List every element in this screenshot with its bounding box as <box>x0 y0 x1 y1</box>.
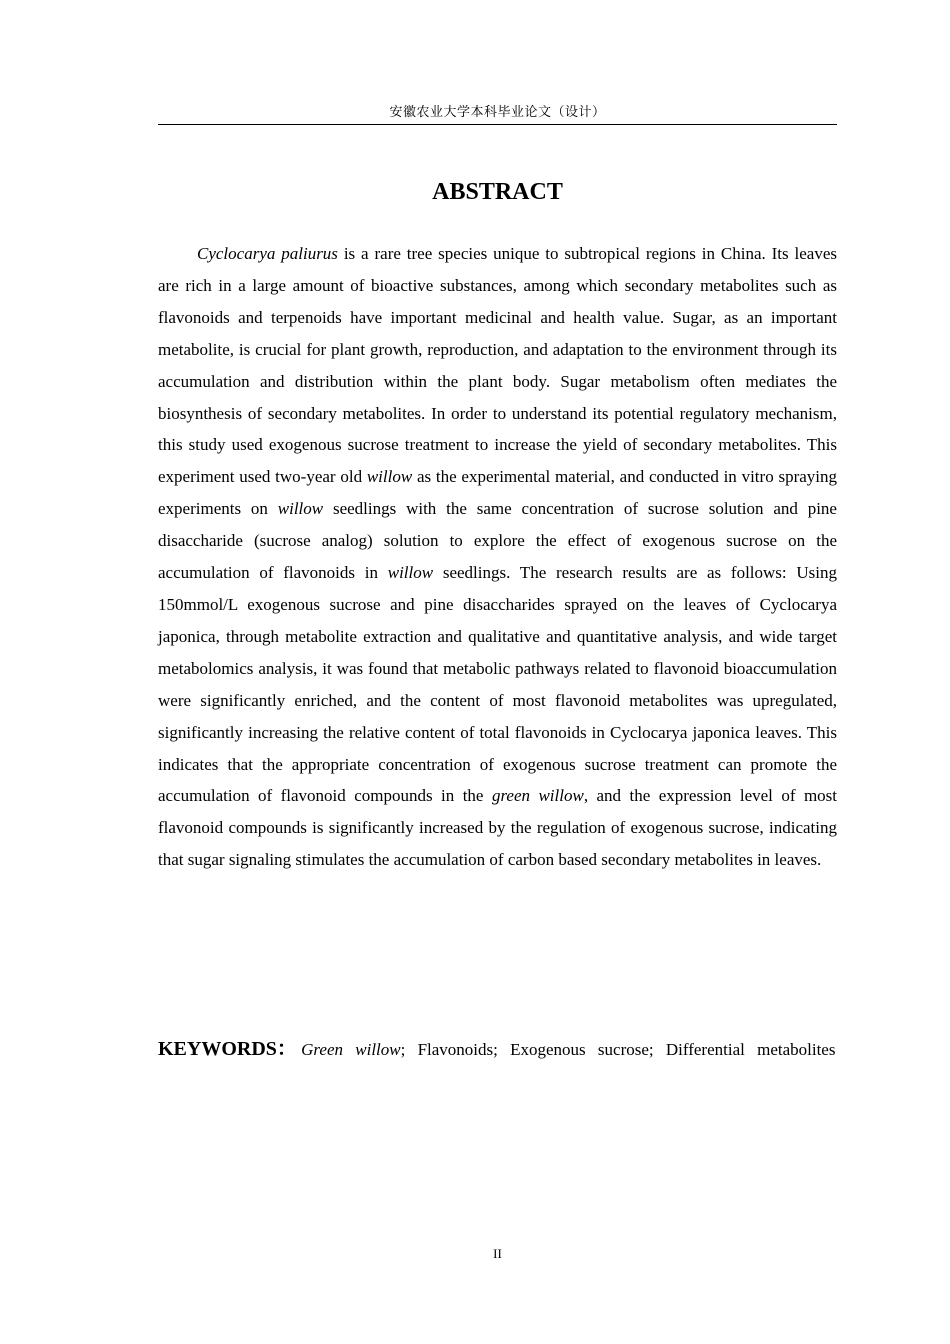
keyword-green-willow: Green willow <box>301 1040 401 1059</box>
abstract-text-4: seedlings. The research results are as follows: Using 150mmol/L exogenous sucrose and pine disaccharides sprayed on the leaves of Cyclocarya japonica, through metabolite extraction and qualitative and quantitative analysis, and wide target metabolomics analysis, it was found that metabolic pathways related to flavonoid bioaccumulation were significantly enriched, and the content of most flavonoid metabolites was upregulated, significantly increasing the relative content of total flavonoids in Cyclocarya japonica leaves. This indicates that the appropriate concentration of exogenous sucrose treatment can promote the accumulation of flavonoid compounds in the <box>158 563 837 806</box>
species-name: Cyclocarya paliurus <box>197 244 338 263</box>
header-rule <box>158 124 837 125</box>
abstract-paragraph <box>158 238 837 876</box>
italic-term-willow-1: willow <box>366 467 413 487</box>
keywords-label: KEYWORDS： <box>158 1038 297 1060</box>
keywords-paragraph <box>158 1033 837 1066</box>
abstract-text-2: as the experimental material, and conducted in vitro spraying experiments on <box>158 467 838 519</box>
abstract-text-3: seedlings with the same concentration of sucrose solution and pine disaccharide (sucrose analog) solution to explore the effect of exogenous sucrose on the accumulation of flavonoids in <box>158 499 837 583</box>
abstract-title: ABSTRACT <box>432 179 563 205</box>
italic-term-willow-2: willow <box>277 499 324 519</box>
italic-term-willow-3: willow <box>387 563 434 583</box>
abstract-text-5: , and the expression level of most flavonoid compounds is significantly increased by the regulation of exogenous sucrose, indicating that sugar signaling stimulates the accumulation of carbon based secondary metabolites in leaves. <box>158 786 838 870</box>
page-number: II <box>493 1246 502 1261</box>
keywords-list: ; Flavonoids; Exogenous sucrose; Differential metabolites <box>400 1040 836 1059</box>
abstract-text-1: is a rare tree species unique to subtropical regions in China. Its leaves are rich in a large amount of bioactive substances, among which secondary metabolites such as flavonoids and terpenoids have important medicinal and health value. Sugar, as an important metabolite, is crucial for plant growth, reproduction, and adaptation to the environment through its accumulation and distribution within the plant body. Sugar metabolism often mediates the biosynthesis of secondary metabolites. In order to understand its potential regulatory mechanism, this study used exogenous sucrose treatment to increase the yield of secondary metabolites. This experiment used two-year old <box>158 244 837 487</box>
italic-term-green-willow: green willow <box>491 786 584 806</box>
running-header: 安徽农业大学本科毕业论文（设计） <box>389 105 606 120</box>
